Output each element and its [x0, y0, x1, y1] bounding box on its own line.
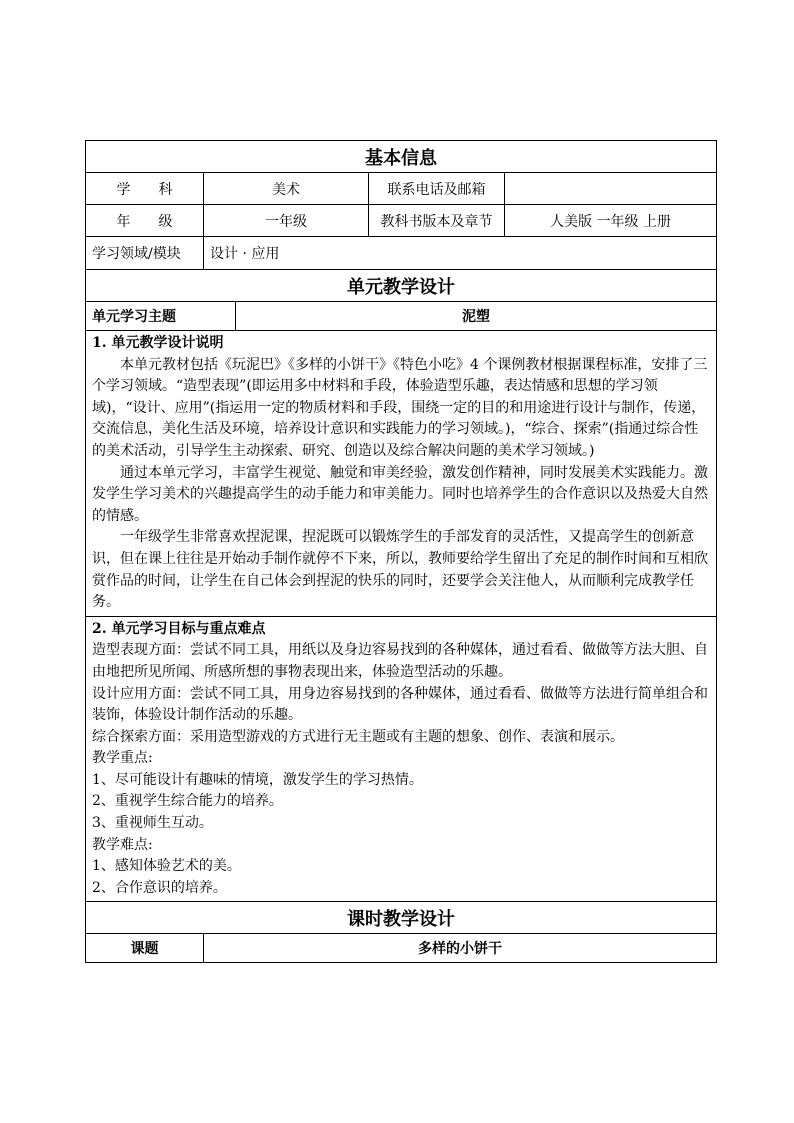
section1-paragraph: 一年级学生非常喜欢捏泥课，捏泥既可以锻炼学生的手部发育的灵活性，又提高学生的创新意识，但在课上往往是开始动手制作就停不下来，所以，教师要给学生留出了充足的制作时间和互相欣赏作品的时间，让学生在自己体会到捏泥的快乐的同时，还要学会关注他人，从而顺利完成教学任务。 — [92, 529, 708, 611]
unit-theme-value: 泥塑 — [236, 302, 717, 331]
section1-paragraph: 本单元教材包括《玩泥巴》《多样的小饼干》《特色小吃》4 个课例教材根据课程标准，安排了三个学习领域。“造型表现”(即运用多中材料和手段，体验造型乐趣，表达情感和思想的学习领域)，“设计、应用”(指运用一定的物质材料和手段，围绕一定的目的和用途进行设计与制作，传递，交流信息，美化生活及环境，培养设计意识和实践能力的学习领域。)，“综合、探索”(指通过综合性的美术活动，引导学生主动探索、研究、创造以及综合解决问题的美术学习领域。) — [92, 356, 708, 459]
basic-info-title: 基本信息 — [86, 141, 717, 173]
textbook-value: 人美版 一年级 上册 — [505, 205, 717, 237]
goal-line: 造型表现方面：尝试不同工具，用纸以及身边容易找到的各种媒体，通过看看、做做等方法大胆、自由地把所见所闻、所感所想的事物表现出来，体验造型活动的乐趣。 — [92, 642, 708, 680]
topic-value: 多样的小饼干 — [204, 934, 717, 963]
domain-label: 学习领域/模块 — [86, 237, 204, 270]
section1-paragraph: 通过本单元学习，丰富学生视觉、触觉和审美经验，激发创作精神，同时发展美术实践能力。激发学生学习美术的兴趣提高学生的动手能力和审美能力。同时也培养学生的合作意识以及热爱大自然的情感。 — [92, 464, 708, 524]
section1-heading: 1. 单元教学设计说明 — [92, 335, 224, 351]
goal-line: 设计应用方面：尝试不同工具，用身边容易找到的各种媒体，通过看看、做做等方法进行简单组合和装饰，体验设计制作活动的乐趣。 — [92, 685, 708, 724]
key-point-item: 2、重视学生综合能力的培养。 — [92, 793, 283, 810]
grade-value: 一年级 — [204, 205, 369, 237]
contact-label: 联系电话及邮箱 — [369, 173, 505, 205]
difficulty-item: 1、感知体验艺术的美。 — [92, 858, 241, 875]
difficulties-label: 教学难点: — [92, 836, 153, 853]
key-point-item: 3、重视师生互动。 — [92, 815, 213, 832]
subject-value: 美术 — [204, 173, 369, 205]
lesson-design-title: 课时教学设计 — [86, 902, 717, 934]
lesson-plan-table — [85, 140, 717, 963]
difficulty-item: 2、合作意识的培养。 — [92, 879, 227, 896]
key-point-item: 1、尽可能设计有趣味的情境，激发学生的学习热情。 — [92, 771, 423, 788]
section2-heading: 2. 单元学习目标与重点难点 — [92, 620, 266, 637]
unit-design-title: 单元教学设计 — [86, 270, 717, 302]
unit-theme-label: 单元学习主题 — [86, 302, 236, 331]
unit-design-description — [86, 331, 717, 617]
goal-line: 综合探索方面：采用造型游戏的方式进行无主题或有主题的想象、创作、表演和展示。 — [92, 728, 624, 745]
grade-label: 年 级 — [86, 205, 204, 237]
unit-goals — [86, 616, 717, 902]
textbook-label: 教科书版本及章节 — [369, 205, 505, 237]
contact-value — [505, 173, 717, 205]
lesson-plan-document — [85, 140, 716, 963]
domain-value: 设计 · 应用 — [204, 237, 717, 270]
topic-label: 课题 — [86, 934, 204, 963]
key-points-label: 教学重点: — [92, 750, 153, 767]
subject-label: 学 科 — [86, 173, 204, 205]
